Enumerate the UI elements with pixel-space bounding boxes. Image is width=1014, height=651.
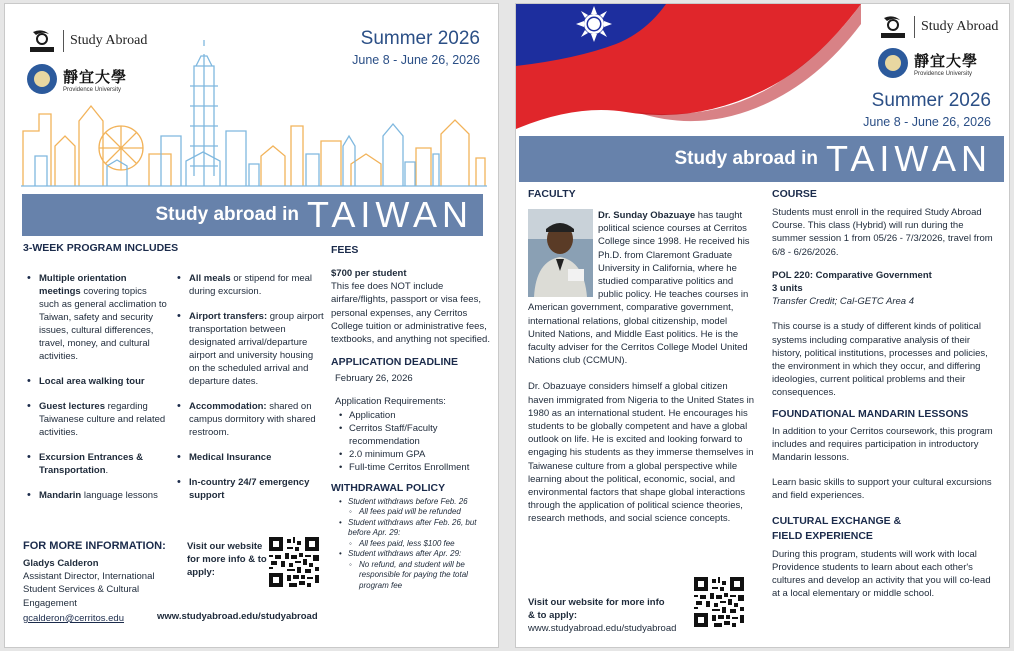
course-code: POL 220: Comparative Government (772, 269, 932, 281)
list-item: • Mandarin language lessons (27, 489, 169, 502)
flyer-page-front (4, 3, 499, 648)
banner-big-text: TAIWAN (307, 194, 473, 235)
website-url[interactable]: www.studyabroad.edu/studyabroad (528, 623, 677, 634)
mandarin-text-2: Learn basic skills to support your cultural excursions and field experiences. (772, 477, 992, 502)
list-item: • Excursion Entrances & Transportation. (27, 451, 169, 477)
fees-section (331, 244, 491, 591)
course-units: 3 units (772, 283, 803, 295)
deadline-date: February 26, 2026 (335, 373, 413, 385)
requirements-label: Application Requirements: (335, 396, 446, 408)
fees-text: This fee does NOT include airfare/flights, passport or visa fees, personal expenses, any Cerritos College tuition or administrative fees, textbooks, and anything not specified. (331, 281, 490, 346)
logo-divider (914, 16, 915, 38)
banner-small-text: Study abroad in (155, 204, 300, 225)
faculty-bio (528, 209, 756, 526)
visit-text: Visit our website for more info & to apply: (187, 541, 267, 579)
program-list-col2 (177, 272, 325, 514)
faculty-heading: FACULTY (528, 188, 576, 200)
program-list-col1 (27, 272, 169, 514)
contact-title: Assistant Director, International Student Services & Cultural Engagement (23, 571, 155, 609)
providence-chinese-name: 靜宜大學 (63, 68, 128, 86)
summer-title: Summer 2026 (360, 28, 480, 49)
cerritos-study-abroad-logo (878, 14, 998, 40)
flyer-page-back (515, 3, 1010, 648)
contact-name: Gladys Calderon (23, 558, 99, 569)
list-item: • Student withdraws after Feb. 26, but before Apr. 29: (339, 518, 491, 539)
qr-code-icon[interactable] (694, 577, 744, 627)
course-heading: COURSE (772, 188, 817, 200)
withdrawal-list (331, 549, 491, 560)
list-item: • Airport transfers: group airport transportation between designated arrival/departure airport and university housing on the scheduled arrival and departure dates. (177, 310, 325, 388)
taiwan-flag-graphic (516, 4, 861, 139)
course-transfer: Transfer Credit; Cal-GETC Area 4 (772, 296, 915, 308)
visit-text: Visit our website for more info & to apply: (528, 597, 665, 622)
banner-big-text: TAIWAN (826, 138, 992, 179)
contact-email-link[interactable]: gcalderon@cerritos.edu (23, 612, 125, 624)
withdrawal-list (331, 497, 491, 508)
cultural-heading-1: CULTURAL EXCHANGE & (772, 514, 902, 527)
course-description: This course is a study of different kinds of political systems including comparative analysis of their history, political institutions, processes and policies, the environment in which they occur, and differing ideologies, current political problems and their consequences. (772, 321, 988, 399)
course-section (772, 188, 1000, 600)
list-item: ◦ No refund, and student will be responsible for paying the total program fee (339, 560, 491, 592)
requirements-list (331, 409, 491, 474)
withdrawal-list (331, 518, 491, 539)
taiwan-banner (519, 136, 1004, 182)
banner-small-text: Study abroad in (674, 148, 819, 169)
providence-english-name: Providence University (914, 70, 973, 77)
list-item: ◦ All fees paid will be refunded (339, 507, 491, 518)
deadline-heading: APPLICATION DEADLINE (331, 356, 458, 369)
list-item: • All meals or stipend for meal during excursion. (177, 272, 325, 298)
faculty-bio-2: Dr. Obazuaye considers himself a global citizen haven immigrated from Nigeria to the United States in 1980 as an international student. He encourages his students to be globally competent and have a global outlook on life. He is excited and looking forward to engaging his students as they immerse themselves in Taiwanese culture from a global perspective while learning about the political, economic, social, and environmental factors that shape global interactions through the application of political science theories, research methods, and social science concepts. (528, 381, 754, 525)
course-text: Students must enroll in the required Study Abroad Course. This class (Hybrid) will run during the summer session 1 from 05/26 - 7/3/2026, travel from 6/8 - 6/26/2026. (772, 207, 993, 258)
providence-logo (878, 48, 978, 78)
summer-dates: June 8 - June 26, 2026 (863, 115, 991, 129)
taiwan-banner (22, 194, 483, 236)
list-item: • 2.0 minimum GPA (339, 448, 491, 461)
list-item: • Multiple orientation meetings covering topics such as general acclimation to Taiwan, safety and security issues, cultural differences, travel, money, and cultural activities. (27, 272, 169, 363)
cultural-text: During this program, students will work with local Providence students to learn about each other's cultures and develop an activity that you will co-lead at a local elementary or middle school. (772, 548, 991, 600)
providence-seal-icon (878, 48, 908, 78)
cerritos-logo-icon (878, 14, 908, 40)
summer-dates: June 8 - June 26, 2026 (352, 53, 480, 67)
list-item: • Guest lectures regarding Taiwanese culture and related activities. (27, 400, 169, 439)
website-url[interactable]: www.studyabroad.edu/studyabroad (157, 611, 318, 622)
withdrawal-heading: WITHDRAWAL POLICY (331, 481, 446, 494)
list-item: • Local area walking tour (27, 375, 169, 388)
list-item: • Medical Insurance (177, 451, 325, 464)
mandarin-heading: FOUNDATIONAL MANDARIN LESSONS (772, 407, 969, 420)
list-item: • In-country 24/7 emergency support (177, 476, 325, 502)
list-item: • Student withdraws after Apr. 29: (339, 549, 491, 560)
withdrawal-sublist (331, 539, 491, 550)
list-item: • Cerritos Staff/Faculty recommendation (339, 422, 491, 448)
fees-amount: $700 per student (331, 268, 407, 279)
faculty-name: Dr. Sunday Obazuaye (598, 210, 696, 221)
list-item: • Full-time Cerritos Enrollment (339, 461, 491, 474)
qr-code-icon[interactable] (269, 537, 319, 587)
study-abroad-wordmark: Study Abroad (70, 33, 148, 48)
summer-title: Summer 2026 (871, 90, 991, 111)
study-abroad-wordmark: Study Abroad (921, 19, 999, 34)
list-item: • Application (339, 409, 491, 422)
providence-chinese-name: 靜宜大學 (914, 52, 979, 70)
faculty-bio-1: has taught political science courses at Cerritos College since 1998. He received his Ph.D. from Claremont Graduate University in California, where he studied comparative politics and public policy. He teaches courses in American government, comparative government, international relations, global citizenship, model United Nations, and Middle East politics. He is the faculty adviser for the Cerritos College Model United Nations club (CCMUN). (528, 210, 750, 367)
list-item: • Student withdraws before Feb. 26 (339, 497, 491, 508)
withdrawal-sublist (331, 560, 491, 592)
list-item: • Accommodation: shared on campus dormitory with shared restroom. (177, 400, 325, 439)
list-item: ◦ All fees paid, less $100 fee (339, 539, 491, 550)
mandarin-text-1: In addition to your Cerritos coursework, this program includes and requires participation in introductory Mandarin lessons. (772, 425, 993, 464)
summer-block (863, 90, 991, 129)
withdrawal-sublist (331, 507, 491, 518)
providence-english-name: Providence University (63, 86, 122, 93)
program-includes-heading: 3-WEEK PROGRAM INCLUDES (23, 242, 179, 254)
fees-heading: FEES (331, 244, 359, 256)
cultural-heading-2: FIELD EXPERIENCE (772, 529, 873, 542)
info-heading: FOR MORE INFORMATION: (23, 540, 166, 552)
taipei-skyline-graphic (21, 36, 487, 196)
